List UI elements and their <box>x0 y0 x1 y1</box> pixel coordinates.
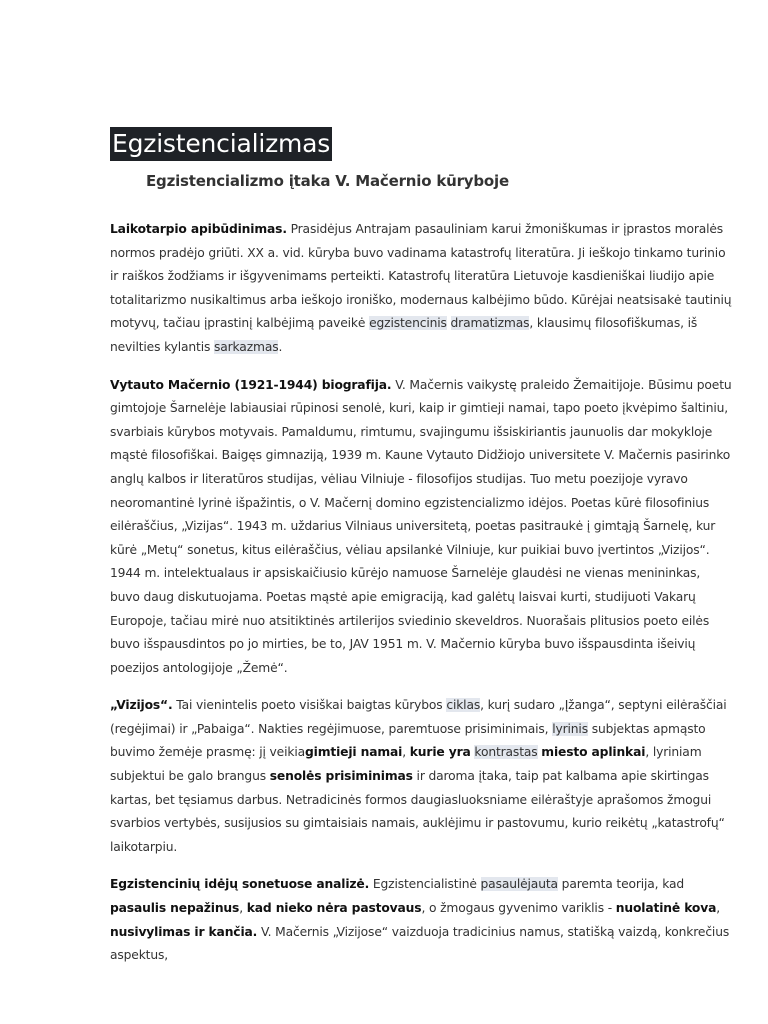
paragraph-vizijos <box>110 694 732 859</box>
bold-phrase: gimtieji namai <box>304 745 403 760</box>
highlighted-term[interactable]: sarkazmas <box>214 339 279 354</box>
text-run: , kurį sudaro „Įžanga“, septyni eilėraščiai (regėjimai) ir „Pabaiga“. Nakties regėjimuose, paremtuose prisiminimais, <box>110 698 727 736</box>
bold-lead: Vytauto Mačernio (1921-1944) biografija. <box>110 377 392 392</box>
bold-phrase: pasaulis nepažinus <box>110 901 240 916</box>
text-run: ir daroma įtaka, taip pat kalbama apie skirtingas kartas, bet tęsiamus darbus. Netradicinės formos daugiasluoksniame eilėraštyje aprašomos žmogui svarbios vertybės, susijusios su gimtaisiais namais, auklėjimu ir pastovumu, kurio reikėtų „katastrofų“ laikotarpiu. <box>110 769 725 854</box>
text-run <box>447 316 451 330</box>
bold-phrase: kad nieko nėra pastovaus <box>246 901 422 916</box>
bold-phrase: miesto aplinkai <box>541 745 646 760</box>
text-run: Egzistencialistinė <box>369 877 481 892</box>
text-run: V. Mačernis „Vizijose“ vaizduoja tradicinius namus, statišką vaizdą, konkrečius aspektus, <box>110 924 730 963</box>
bold-lead: „Vizijos“. <box>110 698 173 713</box>
text-run: Tai vienintelis poeto visiškai baigtas kūrybos <box>172 698 447 713</box>
text-run: , <box>402 745 410 760</box>
text-run: , klausimų filosofiškumas, iš nevilties kylantis <box>110 316 698 354</box>
highlighted-term[interactable]: kontrastas <box>474 745 538 760</box>
paragraph-biography <box>110 374 732 681</box>
text-run: , o žmogaus gyvenimo variklis - <box>421 901 616 916</box>
highlighted-term[interactable]: lyrinis <box>552 721 588 736</box>
text-run: paremta teorija, kad <box>557 877 684 892</box>
paragraph-period <box>110 218 732 360</box>
paragraph-sonnets <box>110 873 732 967</box>
bold-lead: Laikotarpio apibūdinimas. <box>110 222 287 236</box>
text-run: V. Mačernis vaikystę praleido Žemaitijoje. Būsimu poetu gimtojoje Šarnelėje labiausiai rūpinosi senolė, kuri, kaip ir gimtieji namai, tapo poeto įkvėpimo šaltiniu, svarbiais kūrybos motyvais. Pamaldumu, rimtumu, svajingumu išsiskiriantis jaunuolis dar mokykloje mąstė filosofiškai. Baigęs gimnaziją, 1939 m. Kaune Vytauto Didžiojo universitete V. Mačernis pasirinko anglų kalbos ir literatūros studijas, vėliau Vilniuje - filosofijos studijas. Tuo metu poezijoje vyravo neoromantinė lyrinė išpažintis, o V. Mačernį domino egzistencializmo idėjos. Poetas kūrė filosofinius eilėraščius, „Vizijas“. 1943 m. uždarius Vilniaus universitetą, poetas pasitraukė į gimtąją Šarnelę, kur kūrė „Metų“ sonetus, kitus eilėraščius, vėliau apsilankė Vilniuje, kur puikiai buvo įvertintos „Vizijos“. 1944 m. intelektualaus ir apsiskaičiusio kūrėjo namuose Šarnelėje glaudėsi ne vienas menininkas, buvo daug diskutuojama. Poetas mąstė apie emigraciją, kad galėtų laisvai kurti, studijuoti Vakarų Europoje, tačiau mirė nuo atsitiktinės artilerijos sviedinio skeveldros. Nuorašais plitusios poeto eilės buvo išspausdintos po jo mirties, be to, JAV 1951 m. V. Mačernio kūryba buvo išspausdinta išeivių poezijos antologijoje „Žemė“. <box>110 377 732 675</box>
text-run: Prasidėjus Antrajam pasauliniam karui žmoniškumas ir įprastos moralės normos pradėjo griūti. XX a. vid. kūryba buvo vadinama katastrofų literatūra. Ji ieškojo tinkamo turinio ir raiškos žodžiams ir išgyvenimams perteikti. Katastrofų literatūra Lietuvoje kasdieniškai liudijo apie totalitarizmo nusikaltimus arba ieškojo ironiško, modernaus kalbėjimo būdo. Kūrėjai neatsisakė tautinių motyvų, tačiau įprastinį kalbėjimą paveikė <box>110 222 732 331</box>
text-run: , <box>716 901 720 916</box>
bold-phrase: nuolatinė kova <box>615 901 717 916</box>
highlighted-term[interactable]: egzistencinis <box>369 316 447 331</box>
bold-lead: Egzistencinių idėjų sonetuose analizė. <box>110 877 370 892</box>
highlighted-term[interactable]: pasaulėjauta <box>480 877 558 892</box>
page-title: Egzistencializmas <box>110 127 332 161</box>
document-body <box>110 218 732 982</box>
text-run: subjektas apmąsto buvimo žemėje prasmę: jį veikia <box>110 721 706 760</box>
bold-phrase: senolės prisiminimas <box>269 769 413 784</box>
section-subtitle: Egzistencializmo įtaka V. Mačernio kūryboje <box>146 172 509 190</box>
text-run: , lyriniam subjektui be galo brangus <box>110 745 702 784</box>
highlighted-term[interactable]: dramatizmas <box>450 316 530 331</box>
bold-phrase: nusivylimas ir kančia. <box>110 924 258 939</box>
text-run: . <box>278 339 283 354</box>
highlighted-term[interactable]: ciklas <box>446 698 481 713</box>
bold-phrase: kurie yra <box>409 745 471 760</box>
text-run: , <box>239 901 247 916</box>
